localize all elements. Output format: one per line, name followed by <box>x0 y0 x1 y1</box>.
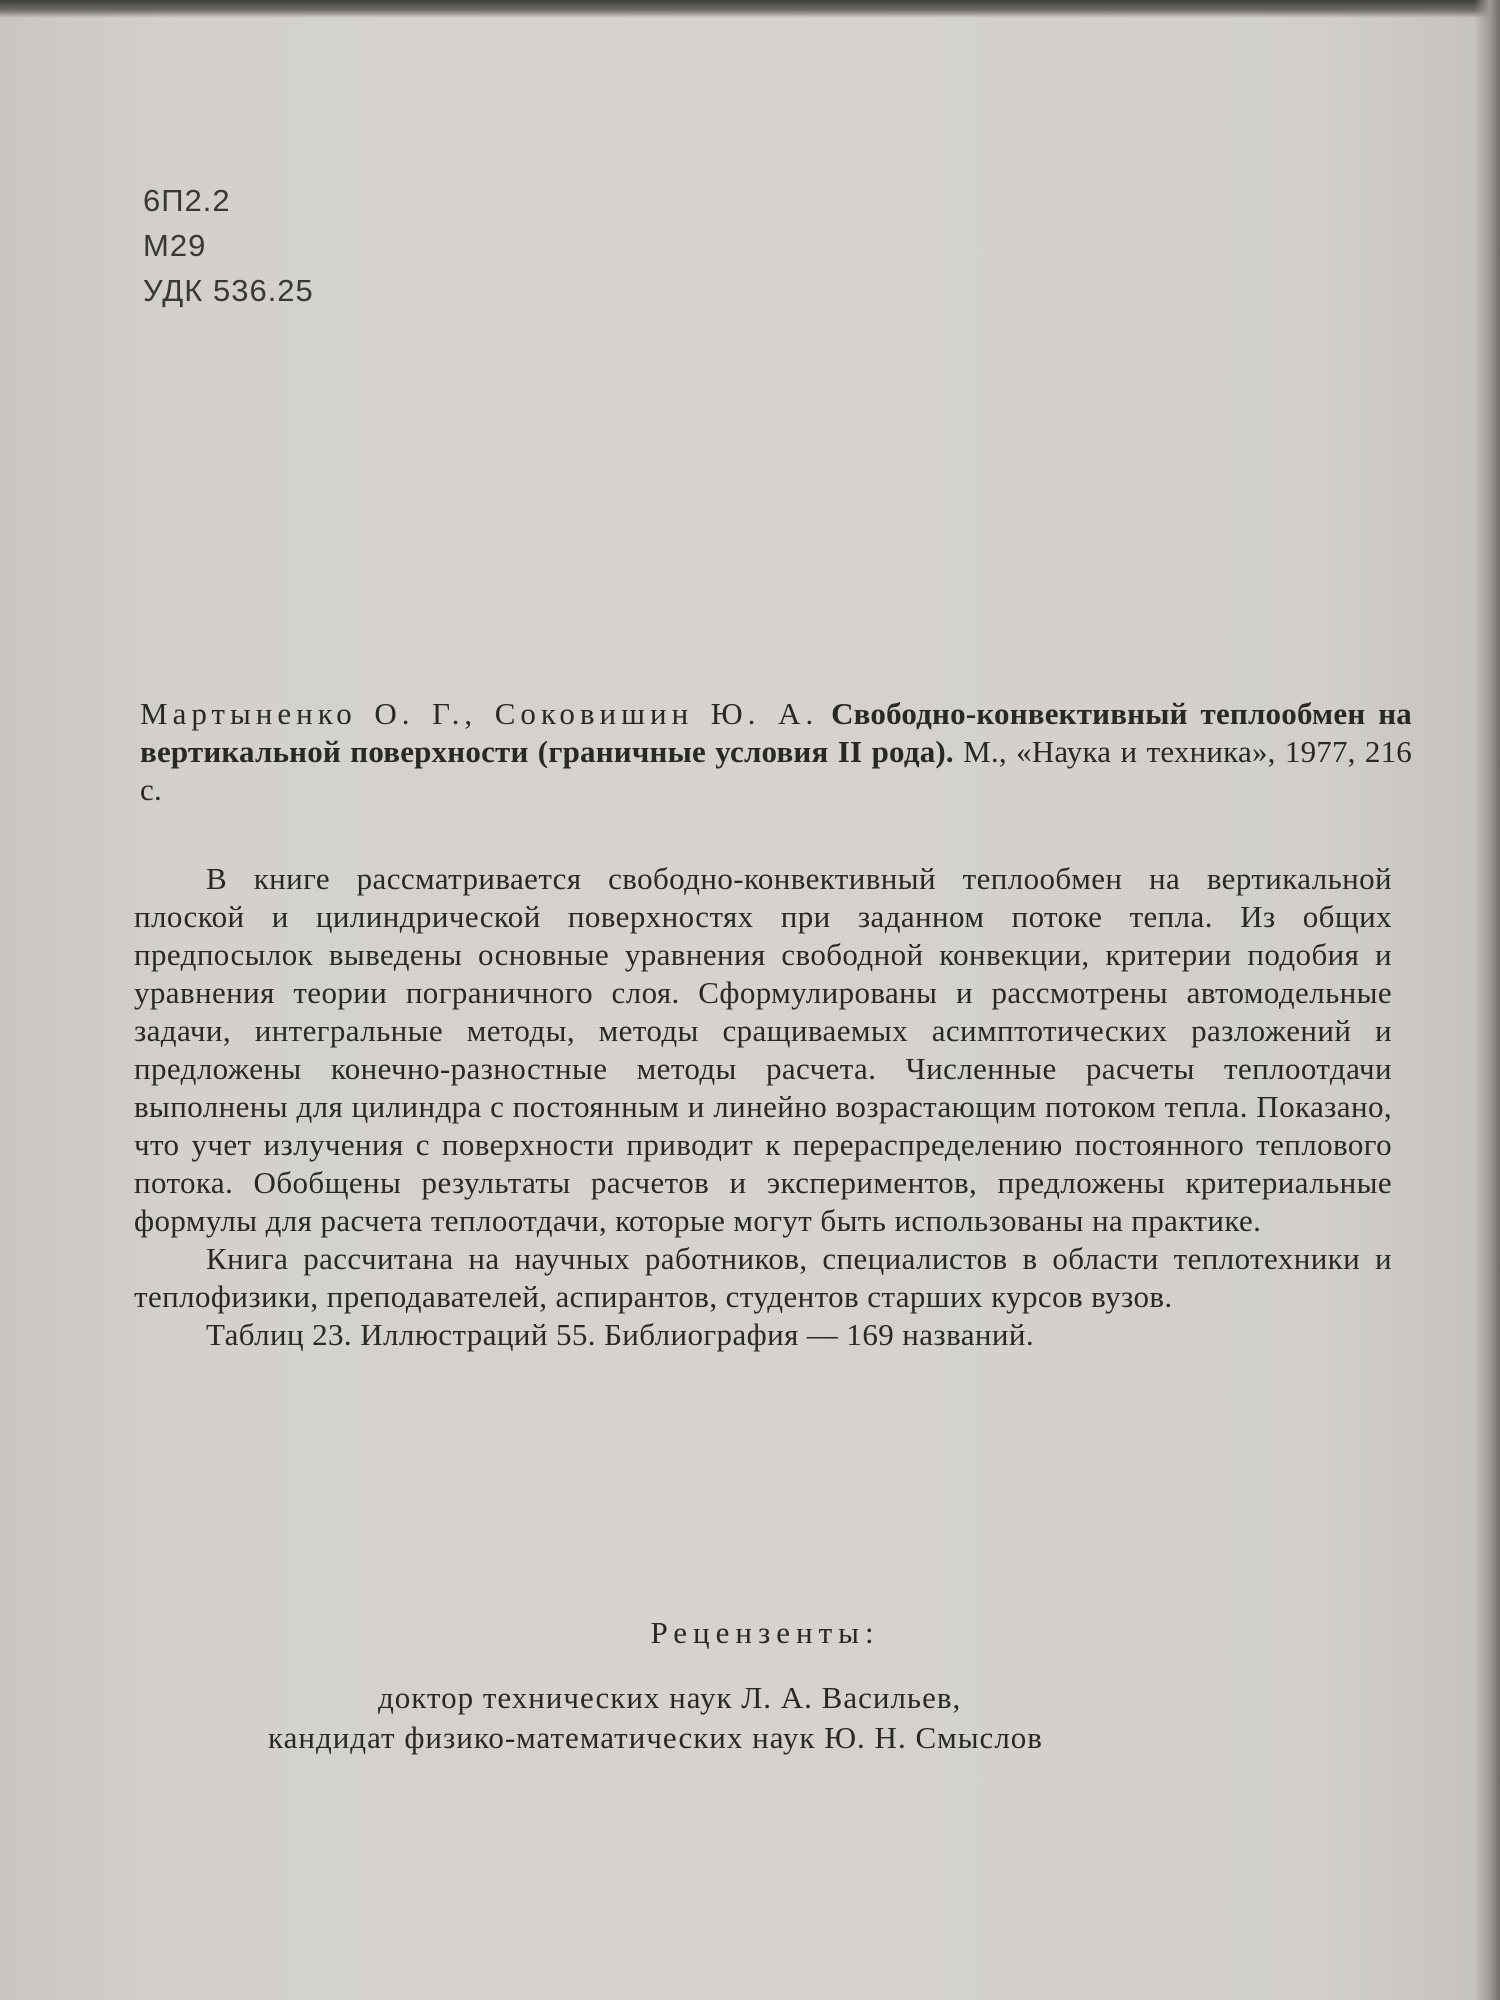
abstract-paragraph: В книге рассматривается свободно-конвективный теплообмен на вертикальной плоской и цилиндрической поверхностях при заданном потоке тепла. Из общих предпосылок выведены основные уравнения свободной конвекции, критерии подобия и уравнения теории пограничного слоя. Сформулированы и рассмотрены автомодельные задачи, интегральные методы, методы сращиваемых асимптотических разложений и предложены конечно-разностные методы расчета. Численные расчеты теплоотдачи выполнены для цилиндра с постоянным и линейно возрастающим потоком тепла. Показано, что учет излучения с поверхности приводит к перераспределению постоянного теплового потока. Обобщены результаты расчетов и экспериментов, предложены критериальные формулы для расчета теплоотдачи, которые могут быть использованы на практике. <box>134 861 1392 1238</box>
abstract <box>134 860 1392 1354</box>
statistics-paragraph: Таблиц 23. Иллюстраций 55. Библиография — 169 названий. <box>206 1317 1034 1352</box>
reviewers-heading: Рецензенты: <box>650 1615 880 1650</box>
citation-title: Свободно-конвективный теплообмен на вертикальной поверхности (граничные условия II рода). <box>140 696 1412 769</box>
reviewers-section <box>0 1613 1500 1758</box>
author-mark: М29 <box>143 228 207 263</box>
bbk-code: 6П2.2 <box>143 183 231 218</box>
catalog-codes <box>143 178 314 313</box>
citation-authors: Мартыненко О. Г., Соковишин Ю. А. <box>140 696 819 731</box>
bibliographic-citation <box>140 695 1412 809</box>
citation-imprint: М., «Наука и техника», 1977, 216 с. <box>140 734 1413 807</box>
reviewer-2: кандидат физико-математических наук Ю. Н. Смыслов <box>268 1720 1043 1755</box>
page-top-shadow <box>0 0 1500 18</box>
audience-paragraph: Книга рассчитана на научных работников, специалистов в области теплотехники и теплофизики, преподавателей, аспирантов, студентов старших курсов вузов. <box>134 1241 1392 1314</box>
udc-code: УДК 536.25 <box>143 273 314 308</box>
reviewer-1: доктор технических наук Л. А. Васильев, <box>378 1680 962 1715</box>
